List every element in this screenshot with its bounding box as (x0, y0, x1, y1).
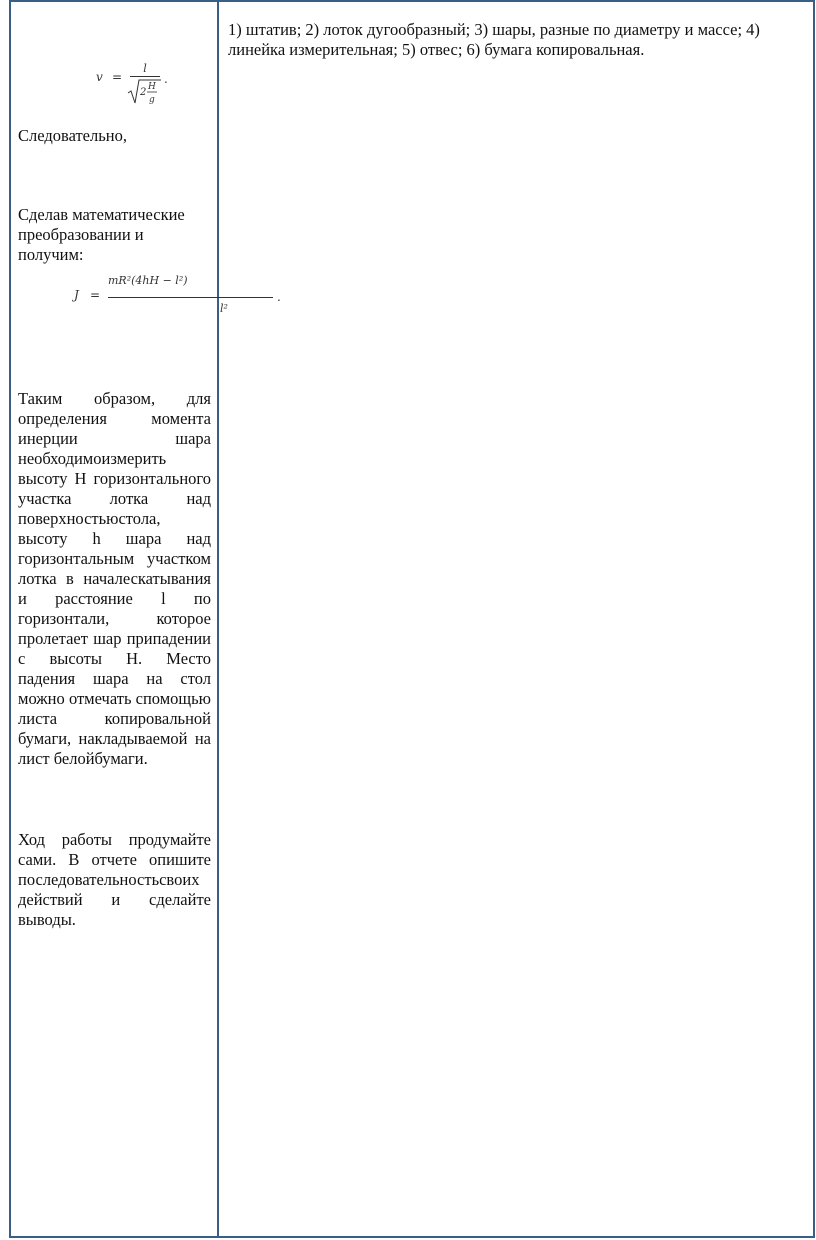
consequently-text: Следовательно, (18, 126, 127, 145)
formula-moment-denominator: l² (220, 302, 228, 315)
formula-moment-equals: = (90, 288, 101, 302)
equipment-list: 1) штатив; 2) лоток дугообразный; 3) шары, разные по диаметру и массе; 4) линейка измерительная; 5) отвес; 6) бумага копировальная. (228, 20, 760, 59)
square-root-sign (127, 79, 161, 105)
transform-text: Сделав математические преобразовании и получим: (18, 205, 185, 264)
formula-moment-lhs: J (74, 288, 79, 302)
instructions-paragraph: Ход работы продумайте сами. В отчете опишите последовательностьсвоих действий и сделайте выводы. (18, 830, 211, 929)
formula-velocity-fraction (130, 62, 160, 77)
formula-velocity-lhs: v (96, 70, 103, 84)
formula-moment-numerator: mR²(4hH − l²) (108, 274, 188, 287)
fraction-bar (108, 297, 273, 298)
formula-velocity-equals: = (112, 70, 123, 84)
formula-moment-period: . (277, 290, 281, 304)
formula-velocity-period: . (164, 72, 168, 86)
formula-velocity-numerator: l (143, 62, 147, 75)
conclusion-paragraph: Таким образом, для определения момента инерции шара необходимоизмерить высоту H горизонтального участка лотка над поверхностьюстола, высоту h шара над горизонтальным участком лотка в началескатывания и расстояние l по горизонтали, которое пролетает шар припадении с высоты H. Место падения шара на стол можно отмечать спомощью листа копировальной бумаги, накладываемой на лист белойбумаги. (18, 389, 211, 768)
radicand-coefficient: 2 (140, 87, 147, 98)
column-divider (217, 0, 219, 1238)
radicand-denominator: g (149, 95, 155, 105)
radicand-numerator: H (148, 82, 156, 92)
fraction-bar (130, 76, 160, 77)
